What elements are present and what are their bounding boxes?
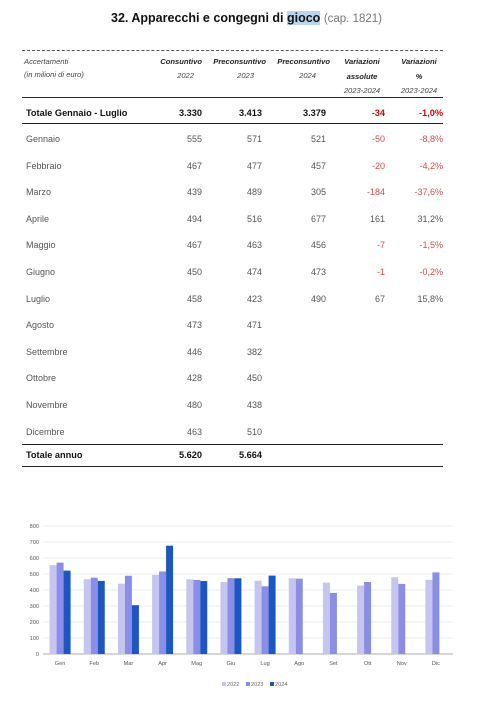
- cell-2023: 477: [246, 160, 262, 171]
- title-subtitle: (cap. 1821): [323, 13, 382, 25]
- total-label: Totale annuo: [26, 450, 83, 460]
- cell-abs: 67: [374, 293, 385, 304]
- cell-pct: -37,6%: [414, 187, 443, 198]
- bar-2023: [57, 563, 64, 654]
- cell-2023: 463: [246, 240, 262, 251]
- cell-2023: 423: [246, 293, 262, 304]
- row-label: Marzo: [26, 187, 52, 198]
- header-col4-line3: 2023-2024: [343, 86, 381, 95]
- title-main: 32. Apparecchi e congegni di: [111, 11, 287, 25]
- cell-2022: 428: [186, 373, 202, 384]
- y-tick-label: 800: [29, 524, 39, 530]
- legend-label: 2023: [251, 682, 264, 688]
- bar-2022: [289, 578, 296, 654]
- header-col3-line1: Preconsuntivo: [277, 57, 330, 66]
- y-tick-label: 400: [29, 588, 39, 594]
- x-tick-label: Ott: [363, 661, 372, 667]
- cell-2023: 438: [246, 400, 262, 410]
- bar-2023: [91, 578, 98, 654]
- title-highlight: gioco: [286, 11, 321, 25]
- y-tick-label: 600: [29, 556, 39, 562]
- cell-2024: 473: [310, 267, 326, 277]
- header-col4-line1: Variazioni: [344, 57, 380, 66]
- cell-2023: 450: [246, 373, 262, 384]
- x-tick-label: Lug: [260, 661, 270, 667]
- bar-2022: [220, 582, 227, 654]
- row-label: Gennaio: [26, 134, 61, 144]
- bar-2024: [166, 546, 173, 654]
- x-tick-label: Nov: [396, 661, 407, 667]
- cell-pct: -8,8%: [419, 134, 443, 144]
- y-tick-label: 500: [29, 572, 39, 578]
- row-label: Luglio: [26, 293, 51, 304]
- cell-2023: 474: [246, 267, 262, 277]
- bar-2022: [186, 579, 193, 654]
- bar-2023: [330, 593, 337, 654]
- row-label: Dicembre: [26, 426, 65, 437]
- cell-abs: -7: [376, 240, 385, 251]
- cell-2022: 473: [186, 320, 202, 331]
- x-tick-label: Mar: [123, 661, 134, 667]
- y-tick-label: 700: [29, 540, 39, 546]
- bar-2024: [98, 581, 105, 654]
- cell-pct: -1,5%: [419, 240, 443, 251]
- cell-abs: -20: [371, 160, 385, 171]
- cell-2023: 382: [246, 346, 262, 357]
- header-col5-line1: Variazioni: [401, 57, 437, 66]
- header-label-line2: (in milioni di euro): [24, 70, 84, 79]
- header-col2-line2: 2023: [237, 71, 254, 80]
- legend-swatch-2023: [246, 682, 250, 686]
- header-col1-line2: 2022: [177, 71, 194, 80]
- y-tick-label: 0: [35, 652, 39, 658]
- legend-label: 2022: [227, 682, 240, 688]
- cell-abs: -50: [371, 134, 385, 144]
- cell-2024: 305: [310, 187, 326, 198]
- cell-2023: 489: [246, 187, 262, 198]
- y-tick-label: 200: [29, 620, 39, 626]
- row-label: Aprile: [26, 213, 50, 224]
- bar-2022: [50, 565, 57, 654]
- total-2023: 5.664: [239, 450, 262, 460]
- bar-2023: [432, 572, 439, 654]
- cell-2022: 467: [186, 240, 202, 251]
- cell-2024: 490: [310, 293, 326, 304]
- cell-pct: -0,2%: [419, 267, 443, 277]
- total-2022: 5.620: [179, 450, 202, 460]
- cell-pct: -4,2%: [419, 160, 443, 171]
- cell-2022: 467: [186, 160, 202, 171]
- cell-2023: 571: [246, 134, 262, 144]
- cell-2024: 521: [310, 134, 326, 144]
- row-label: Maggio: [26, 240, 56, 251]
- bar-2022: [391, 577, 398, 654]
- bar-2022: [357, 586, 364, 654]
- summary-label: Totale Gennaio - Luglio: [26, 108, 128, 118]
- cell-2023: 510: [246, 426, 262, 437]
- cell-2022: 494: [186, 213, 202, 224]
- summary-pct: -1,0%: [418, 108, 443, 118]
- bar-2024: [64, 571, 71, 654]
- header-col5-line2: %: [415, 72, 423, 81]
- bar-2023: [296, 579, 303, 654]
- header-col3-line2: 2024: [299, 71, 316, 80]
- bar-2023: [193, 580, 200, 654]
- y-tick-label: 100: [29, 636, 39, 642]
- x-tick-label: Ago: [294, 661, 305, 667]
- bar-2023: [125, 576, 132, 654]
- x-tick-label: Giu: [226, 661, 236, 667]
- header-col2-line1: Preconsuntivo: [213, 57, 266, 66]
- summary-abs: -34: [371, 108, 385, 118]
- bar-2023: [262, 586, 269, 654]
- header-col5-line3: 2023-2024: [400, 86, 438, 95]
- cell-pct: 31,2%: [417, 213, 443, 224]
- cell-pct: 15,8%: [417, 293, 443, 304]
- cell-2022: 555: [186, 134, 202, 144]
- cell-2022: 450: [186, 267, 202, 277]
- cell-2023: 471: [246, 320, 262, 331]
- bar-2023: [364, 582, 371, 654]
- cell-abs: 161: [369, 213, 385, 224]
- summary-2023: 3.413: [239, 108, 262, 118]
- x-tick-label: Mag: [191, 661, 203, 667]
- row-label: Ottobre: [26, 373, 57, 384]
- bar-2023: [159, 571, 166, 654]
- bar-2022: [118, 584, 125, 654]
- cell-2022: 458: [186, 293, 202, 304]
- header-col1-line1: Consuntivo: [160, 57, 202, 66]
- row-label: Novembre: [26, 400, 68, 410]
- cell-abs: -184: [366, 187, 385, 198]
- cell-2024: 457: [310, 160, 326, 171]
- x-tick-label: Dic: [431, 661, 440, 667]
- summary-2024: 3.379: [303, 108, 326, 118]
- bar-2023: [227, 578, 234, 654]
- bar-2022: [84, 579, 91, 654]
- bar-2024: [132, 605, 139, 654]
- cell-2022: 480: [186, 400, 202, 410]
- y-tick-label: 300: [29, 604, 39, 610]
- x-tick-label: Gen: [54, 661, 66, 667]
- x-tick-label: Set: [329, 661, 338, 667]
- legend-swatch-2024: [270, 682, 274, 686]
- cell-2022: 439: [186, 187, 202, 198]
- cell-2024: 677: [310, 213, 326, 224]
- summary-2022: 3.330: [179, 108, 202, 118]
- cell-2024: 456: [310, 240, 326, 251]
- x-tick-label: Feb: [89, 661, 100, 667]
- cell-2023: 516: [246, 213, 262, 224]
- bar-2022: [255, 581, 262, 654]
- legend-label: 2024: [275, 682, 288, 688]
- bar-2022: [425, 580, 432, 654]
- bar-2024: [234, 578, 241, 654]
- cell-abs: -1: [376, 267, 385, 277]
- bar-2024: [200, 581, 207, 654]
- row-label: Settembre: [26, 346, 68, 357]
- bar-2024: [269, 576, 276, 654]
- cell-2022: 463: [186, 426, 202, 437]
- header-label-line1: Accertamenti: [24, 57, 69, 66]
- bar-2022: [323, 583, 330, 654]
- legend-swatch-2022: [222, 682, 226, 686]
- row-label: Agosto: [26, 320, 55, 331]
- row-label: Febbraio: [26, 160, 62, 171]
- x-tick-label: Apr: [158, 661, 167, 667]
- bar-2023: [398, 584, 405, 654]
- header-col4-line2: assolute: [346, 72, 378, 81]
- bar-2022: [152, 575, 159, 654]
- cell-2022: 446: [186, 346, 202, 357]
- row-label: Giugno: [26, 267, 56, 277]
